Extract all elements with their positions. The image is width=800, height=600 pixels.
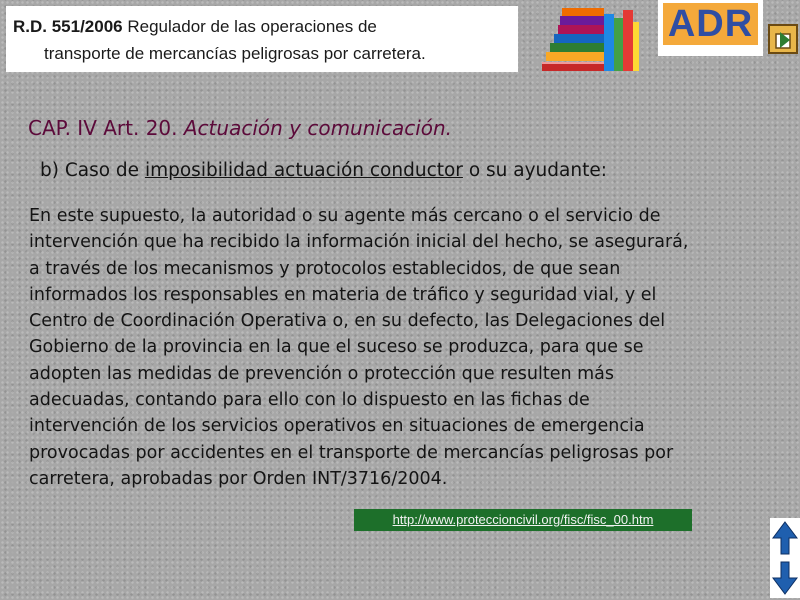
law-title-part1: Regulador de las operaciones de: [127, 17, 377, 36]
books-icon: [540, 4, 640, 74]
subheading-underlined: imposibilidad actuación conductor: [144, 160, 463, 181]
subheading-suffix: o su ayudante:: [468, 160, 607, 181]
up-down-arrows-icon[interactable]: [770, 518, 800, 598]
chapter-heading: [28, 116, 452, 140]
header-title-line2: transporte de mercancías peligrosas por carretera.: [44, 44, 426, 63]
adr-logo-text: ADR: [663, 3, 758, 45]
body-paragraph: [29, 203, 799, 492]
body-line: Gobierno de la provincia en la que el suceso se produzca, para que se: [29, 337, 644, 358]
proteccion-civil-link[interactable]: http://www.proteccioncivil.org/fisc/fisc_00.htm: [354, 509, 692, 531]
chapter-number: CAP. IV Art. 20.: [28, 116, 178, 140]
adr-logo: [658, 0, 763, 56]
document-header: [6, 6, 518, 72]
body-line: a través de los mecanismos y protocolos establecidos, de que sean: [29, 258, 621, 279]
chapter-title: Actuación y comunicación.: [183, 116, 453, 140]
body-line: provocadas por accidentes en el transporte de mercancías peligrosas por: [29, 442, 674, 463]
body-line: Centro de Coordinación Operativa o, en su defecto, las Delegaciones del: [29, 311, 666, 332]
body-line: carretera, aprobadas por Orden INT/3716/2004.: [29, 468, 448, 489]
case-subheading: [40, 160, 607, 181]
body-line: intervención de los servicios operativos en situaciones de emergencia: [29, 416, 645, 437]
law-code: R.D. 551/2006: [13, 17, 123, 36]
header-title-line1: [13, 16, 377, 38]
body-line: adopten las medidas de prevención o protección que resulten más: [29, 363, 615, 384]
body-line: intervención que ha recibido la información inicial del hecho, se asegurará,: [29, 232, 689, 253]
body-line: En este supuesto, la autoridad o su agente más cercano o el servicio de: [29, 206, 661, 226]
subheading-prefix: b) Caso de: [40, 160, 140, 181]
home-nav-icon[interactable]: [766, 22, 800, 56]
body-line: adecuadas, contando para ello con lo dispuesto en las fichas de: [29, 390, 590, 411]
body-line: informados los responsables en materia de tráfico y seguridad vial, y el: [29, 284, 657, 305]
